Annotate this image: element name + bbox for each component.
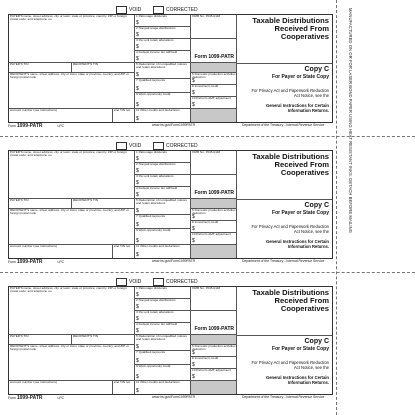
account-number-field[interactable] bbox=[9, 109, 113, 122]
vertical-perforation bbox=[336, 0, 337, 415]
box1-label: 1 Patronage dividends bbox=[136, 14, 167, 18]
shaded-cell bbox=[191, 245, 237, 258]
payer-name-label: PAYER'S name, street address, city or town, state or province, country, ZIP or foreign postal code, and telephone no. bbox=[10, 286, 127, 294]
omb-number: OMB No. 1545-0118 bbox=[192, 286, 221, 290]
footer-form bbox=[8, 123, 64, 129]
form-id-cell bbox=[191, 39, 237, 63]
corrected-checkbox[interactable] bbox=[153, 6, 198, 13]
box1-label: 1 Patronage dividends bbox=[136, 150, 167, 154]
dollar-sign: $ bbox=[136, 44, 139, 50]
box10-label: 10 Patron's AMT adjustment bbox=[192, 368, 231, 372]
box5-label: 5 Redemption of nonqualified notices and retain allocations bbox=[136, 334, 187, 342]
box2-label: 2 Nonpatronage distributions bbox=[136, 26, 176, 30]
payer-tin-label: PAYER'S TIN bbox=[10, 334, 29, 338]
footer-form-name: 1099-PATR bbox=[16, 123, 43, 129]
account-number-label: Account number (see instructions) bbox=[10, 380, 57, 384]
payer-tin-label: PAYER'S TIN bbox=[10, 198, 29, 202]
payer-tin-label: PAYER'S TIN bbox=[10, 62, 29, 66]
box6-label: 6 Domestic production activities deduction bbox=[192, 72, 236, 80]
account-number-label: Account number (see instructions) bbox=[10, 108, 57, 112]
corrected-box[interactable] bbox=[153, 142, 164, 150]
box11-label: 11 Other credits and deductions bbox=[136, 380, 180, 384]
dollar-sign: $ bbox=[136, 316, 139, 322]
omb-number: OMB No. 1545-0118 bbox=[192, 150, 221, 154]
dollar-sign: $ bbox=[136, 358, 139, 364]
footer-form-prefix: Form bbox=[8, 396, 16, 400]
copy-label: Copy C bbox=[304, 338, 329, 345]
box5-field[interactable] bbox=[135, 199, 191, 215]
privacy-notice-text: For Privacy Act and Paperwork Reduction Act Notice, see the bbox=[251, 360, 329, 370]
dollar-sign: $ bbox=[192, 362, 195, 368]
corrected-checkbox[interactable] bbox=[153, 142, 198, 149]
recipient-tin-label: RECIPIENT'S TIN bbox=[73, 334, 98, 338]
dollar-sign: $ bbox=[136, 72, 139, 78]
footer-form bbox=[8, 259, 64, 265]
account-number-field[interactable] bbox=[9, 381, 113, 394]
box7-label: 7 Qualified payments bbox=[136, 350, 166, 354]
footer-form-name: 1099-PATR bbox=[16, 395, 43, 401]
void-checkbox[interactable] bbox=[116, 278, 141, 285]
corrected-box[interactable] bbox=[153, 278, 164, 286]
void-checkbox[interactable] bbox=[116, 142, 141, 149]
dollar-sign: $ bbox=[136, 102, 139, 108]
omb-cell bbox=[191, 151, 237, 175]
form-title: Taxable Distributions Received From Cooperatives bbox=[252, 288, 329, 313]
void-box[interactable] bbox=[116, 6, 127, 14]
box7-label: 7 Qualified payments bbox=[136, 78, 166, 82]
copy-for-text: For Payer or State Copy bbox=[272, 74, 329, 80]
dollar-sign: $ bbox=[136, 388, 139, 394]
footer-lpc: LPC bbox=[57, 260, 65, 264]
footer-url: www.irs.gov/Form1099PATR bbox=[152, 123, 196, 127]
dollar-sign: $ bbox=[136, 20, 139, 26]
general-instructions-text: General Instructions for Certain Information Returns. bbox=[265, 375, 329, 385]
dollar-sign: $ bbox=[192, 78, 195, 84]
footer-dept: Department of the Treasury - Internal Revenue Service bbox=[242, 123, 325, 127]
payer-name-field[interactable] bbox=[9, 151, 135, 199]
box5-label: 5 Redemption of nonqualified notices and retain allocations bbox=[136, 62, 187, 70]
dollar-sign: $ bbox=[136, 328, 139, 334]
divider bbox=[237, 335, 332, 336]
void-checkbox[interactable] bbox=[116, 6, 141, 13]
dollar-sign: $ bbox=[136, 156, 139, 162]
box9-field[interactable] bbox=[135, 229, 191, 245]
void-box[interactable] bbox=[116, 142, 127, 150]
box10-field[interactable] bbox=[191, 233, 237, 245]
general-instructions-text: General Instructions for Certain Information Returns. bbox=[265, 239, 329, 249]
dollar-sign: $ bbox=[136, 86, 139, 92]
dollar-sign: $ bbox=[136, 292, 139, 298]
dollar-sign: $ bbox=[192, 214, 195, 220]
box11-field[interactable] bbox=[135, 381, 191, 394]
dollar-sign: $ bbox=[136, 304, 139, 310]
payer-name-label: PAYER'S name, street address, city or town, state or province, country, ZIP or foreign postal code, and telephone no. bbox=[10, 150, 127, 158]
footer-form-prefix: Form bbox=[8, 260, 16, 264]
form-title: Taxable Distributions Received From Cooperatives bbox=[252, 152, 329, 177]
form-1099-patr-copy bbox=[8, 142, 333, 269]
payer-name-field[interactable] bbox=[9, 15, 135, 63]
form-frame bbox=[8, 286, 333, 395]
dollar-sign: $ bbox=[136, 56, 139, 62]
privacy-notice-text: For Privacy Act and Paperwork Reduction Act Notice, see the bbox=[251, 88, 329, 98]
void-label: VOID bbox=[129, 278, 142, 285]
omb-number: OMB No. 1545-0118 bbox=[192, 14, 221, 18]
box11-field[interactable] bbox=[135, 109, 191, 122]
account-number-label: Account number (see instructions) bbox=[10, 244, 57, 248]
account-number-field[interactable] bbox=[9, 245, 113, 258]
side-notice-text: MANUFACTURED ON OR FOR LASER BOND PAPER USING HEAT RESISTANT INKS. DETACH BEFORE MAILING bbox=[348, 8, 353, 233]
form-frame bbox=[8, 14, 333, 123]
dollar-sign: $ bbox=[192, 350, 195, 356]
dollar-sign: $ bbox=[192, 90, 195, 96]
void-label: VOID bbox=[129, 142, 142, 149]
dollar-sign: $ bbox=[136, 252, 139, 258]
form-1099-patr-copy bbox=[8, 6, 333, 133]
box9-label: 9 Work opportunity credit bbox=[136, 364, 171, 368]
dollar-sign: $ bbox=[136, 168, 139, 174]
recipient-name-field[interactable] bbox=[9, 73, 135, 109]
box10-field[interactable] bbox=[191, 369, 237, 381]
dollar-sign: $ bbox=[136, 238, 139, 244]
box11-field[interactable] bbox=[135, 245, 191, 258]
omb-cell bbox=[191, 287, 237, 311]
footer-url: www.irs.gov/Form1099PATR bbox=[152, 395, 196, 399]
box11-label: 11 Other credits and deductions bbox=[136, 108, 180, 112]
payer-name-field[interactable] bbox=[9, 287, 135, 335]
shaded-cell bbox=[191, 381, 237, 394]
recipient-info-label: RECIPIENT'S name, street address, city or town, state or province, country, and ZIP or foreign postal code bbox=[10, 344, 129, 352]
box11-label: 11 Other credits and deductions bbox=[136, 244, 180, 248]
box7-field[interactable] bbox=[135, 351, 191, 365]
dollar-sign: $ bbox=[136, 116, 139, 122]
form-title: Taxable Distributions Received From Cooperatives bbox=[252, 16, 329, 41]
dollar-sign: $ bbox=[136, 208, 139, 214]
dollar-sign: $ bbox=[136, 222, 139, 228]
general-instructions-text: General Instructions for Certain Information Returns. bbox=[265, 103, 329, 113]
box6-label: 6 Domestic production activities deduction bbox=[192, 344, 236, 352]
dollar-sign: $ bbox=[192, 374, 195, 380]
box1-label: 1 Patronage dividends bbox=[136, 286, 167, 290]
copy-for-text: For Payer or State Copy bbox=[272, 346, 329, 352]
form-id-cell bbox=[191, 311, 237, 335]
box9-field[interactable] bbox=[135, 365, 191, 381]
form-frame bbox=[8, 150, 333, 259]
shaded-cell bbox=[191, 109, 237, 122]
box3-label: 3 Per-unit retain allocations bbox=[136, 174, 174, 178]
box4-label: 4 Federal income tax withheld bbox=[136, 50, 178, 54]
footer-lpc: LPC bbox=[57, 124, 65, 128]
box4-label: 4 Federal income tax withheld bbox=[136, 322, 178, 326]
dollar-sign: $ bbox=[192, 102, 195, 108]
box7-label: 7 Qualified payments bbox=[136, 214, 166, 218]
second-tin-field[interactable] bbox=[113, 245, 135, 258]
footer-dept: Department of the Treasury - Internal Revenue Service bbox=[242, 395, 325, 399]
dollar-sign: $ bbox=[136, 344, 139, 350]
recipient-tin-label: RECIPIENT'S TIN bbox=[73, 62, 98, 66]
second-tin-field[interactable] bbox=[113, 381, 135, 394]
box10-field[interactable] bbox=[191, 97, 237, 109]
box10-label: 10 Patron's AMT adjustment bbox=[192, 96, 231, 100]
dollar-sign: $ bbox=[136, 374, 139, 380]
recipient-name-field[interactable] bbox=[9, 209, 135, 245]
omb-cell bbox=[191, 15, 237, 39]
dollar-sign: $ bbox=[136, 180, 139, 186]
box5-field[interactable] bbox=[135, 63, 191, 79]
box3-label: 3 Per-unit retain allocations bbox=[136, 38, 174, 42]
footer-url: www.irs.gov/Form1099PATR bbox=[152, 259, 196, 263]
box8-label: 8 Investment credit bbox=[192, 220, 219, 224]
footer-lpc: LPC bbox=[57, 396, 65, 400]
dollar-sign: $ bbox=[136, 32, 139, 38]
box9-label: 9 Work opportunity credit bbox=[136, 92, 171, 96]
footer-form-name: 1099-PATR bbox=[16, 259, 43, 265]
dollar-sign: $ bbox=[192, 238, 195, 244]
second-tin-field[interactable] bbox=[113, 109, 135, 122]
form-id: Form 1099-PATR bbox=[194, 54, 234, 60]
box9-label: 9 Work opportunity credit bbox=[136, 228, 171, 232]
box7-field[interactable] bbox=[135, 215, 191, 229]
recipient-tin-label: RECIPIENT'S TIN bbox=[73, 198, 98, 202]
footer-form-prefix: Form bbox=[8, 124, 16, 128]
copy-label: Copy C bbox=[304, 202, 329, 209]
payer-name-label: PAYER'S name, street address, city or town, state or province, country, ZIP or foreign postal code, and telephone no. bbox=[10, 14, 127, 22]
corrected-label: CORRECTED bbox=[166, 6, 198, 13]
box9-field[interactable] bbox=[135, 93, 191, 109]
second-tin-label: 2nd TIN not. bbox=[114, 380, 131, 384]
box2-label: 2 Nonpatronage distributions bbox=[136, 298, 176, 302]
privacy-notice-text: For Privacy Act and Paperwork Reduction Act Notice, see the bbox=[251, 224, 329, 234]
second-tin-label: 2nd TIN not. bbox=[114, 108, 131, 112]
box5-field[interactable] bbox=[135, 335, 191, 351]
corrected-checkbox[interactable] bbox=[153, 278, 198, 285]
dollar-sign: $ bbox=[192, 226, 195, 232]
side-margin bbox=[344, 8, 356, 400]
copy-for-text: For Payer or State Copy bbox=[272, 210, 329, 216]
void-box[interactable] bbox=[116, 278, 127, 286]
box10-label: 10 Patron's AMT adjustment bbox=[192, 232, 231, 236]
recipient-info-label: RECIPIENT'S name, street address, city or town, state or province, country, and ZIP or foreign postal code bbox=[10, 208, 129, 216]
box3-label: 3 Per-unit retain allocations bbox=[136, 310, 174, 314]
box6-label: 6 Domestic production activities deduction bbox=[192, 208, 236, 216]
box8-label: 8 Investment credit bbox=[192, 84, 219, 88]
recipient-info-label: RECIPIENT'S name, street address, city or town, state or province, country, and ZIP or foreign postal code bbox=[10, 72, 129, 80]
corrected-label: CORRECTED bbox=[166, 142, 198, 149]
copy-label: Copy C bbox=[304, 66, 329, 73]
form-id: Form 1099-PATR bbox=[194, 326, 234, 332]
box7-field[interactable] bbox=[135, 79, 191, 93]
void-label: VOID bbox=[129, 6, 142, 13]
dollar-sign: $ bbox=[136, 192, 139, 198]
box5-label: 5 Redemption of nonqualified notices and retain allocations bbox=[136, 198, 187, 206]
corrected-label: CORRECTED bbox=[166, 278, 198, 285]
corrected-box[interactable] bbox=[153, 6, 164, 14]
footer-form bbox=[8, 395, 64, 401]
footer-dept: Department of the Treasury - Internal Revenue Service bbox=[242, 259, 325, 263]
box4-label: 4 Federal income tax withheld bbox=[136, 186, 178, 190]
form-1099-patr-copy bbox=[8, 278, 333, 405]
box8-label: 8 Investment credit bbox=[192, 356, 219, 360]
form-id-cell bbox=[191, 175, 237, 199]
form-id: Form 1099-PATR bbox=[194, 190, 234, 196]
recipient-name-field[interactable] bbox=[9, 345, 135, 381]
divider bbox=[237, 199, 332, 200]
second-tin-label: 2nd TIN not. bbox=[114, 244, 131, 248]
box2-label: 2 Nonpatronage distributions bbox=[136, 162, 176, 166]
divider bbox=[237, 63, 332, 64]
